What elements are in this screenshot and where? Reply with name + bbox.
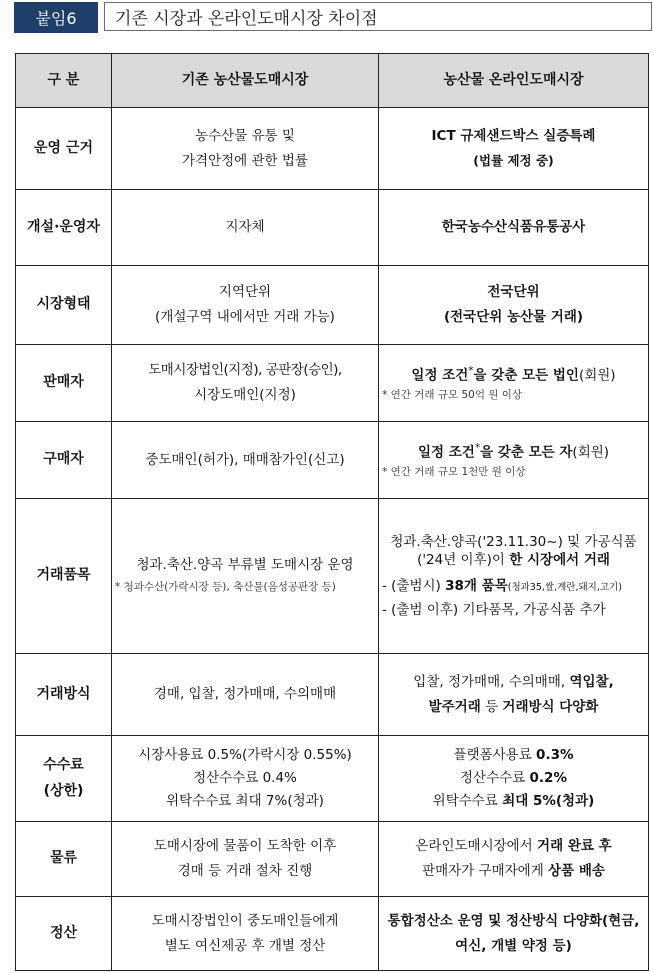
- buyer-online-note: * 연간 거래 규모 1천만 원 이상: [382, 466, 526, 479]
- col-header-online: 농산물 온라인도매시장: [379, 54, 649, 108]
- seller-existing: 도매시장법인(지정), 공판장(승인), 시장도매인(지정): [112, 345, 379, 422]
- basis-online: ICT 규제샌드박스 실증특례 (법률 제정 중): [379, 108, 649, 190]
- table-header-row: [16, 54, 649, 108]
- method-online: 입찰, 정가매매, 수의매매, 역입찰, 발주거래 등 거래방식 다양화: [379, 654, 649, 736]
- items-existing-note: * 청과수산(가락시장 등), 축산물(음성공판장 등): [115, 581, 336, 594]
- table-row-seller: [16, 345, 649, 422]
- basis-existing: 농수산물 유통 및 가격안정에 관한 법률: [112, 108, 379, 190]
- row-label-market-type: 시장형태: [16, 266, 112, 345]
- col-header-existing: 기존 농산물도매시장: [112, 54, 379, 108]
- market-type-existing: 지역단위 (개설구역 내에서만 거래 가능): [112, 266, 379, 345]
- attachment-badge: 붙임6: [14, 2, 98, 33]
- table-row-buyer: [16, 422, 649, 499]
- row-label-seller: 판매자: [16, 345, 112, 422]
- table-row-logistics: [16, 822, 649, 897]
- market-type-online: 전국단위 (전국단위 농산물 거래): [379, 266, 649, 345]
- row-label-basis: 운영 근거: [16, 108, 112, 190]
- row-label-buyer: 구매자: [16, 422, 112, 499]
- table-row-method: [16, 654, 649, 736]
- comparison-table: [15, 53, 649, 971]
- items-online: 청과.축산.양곡('23.11.30~) 및 가공식품('24년 이후)이 한 시장에서 거래 - (출범시) 38개 품목(청과35,쌀,계란,돼지,고기) - (출범 이후) 기타품목, 가공식품 추가: [379, 499, 649, 654]
- buyer-existing: 중도매인(허가), 매매참가인(신고): [112, 422, 379, 499]
- row-label-logistics: 물류: [16, 822, 112, 897]
- title-bar: [14, 2, 653, 33]
- table-row-basis: [16, 108, 649, 190]
- settlement-existing: 도매시장법인이 중도매인들에게 별도 여신제공 후 개별 정산: [112, 897, 379, 971]
- row-label-settlement: 정산: [16, 897, 112, 971]
- fee-online: 플랫폼사용료 0.3% 정산수수료 0.2% 위탁수수료 최대 5%(청과): [379, 736, 649, 822]
- table-row-items: [16, 499, 649, 654]
- page-title: 기존 시장과 온라인도매시장 차이점: [104, 2, 652, 31]
- table-row-market-type: [16, 266, 649, 345]
- logistics-online: 온라인도매시장에서 거래 완료 후 판매자가 구매자에게 상품 배송: [379, 822, 649, 897]
- row-label-fee: 수수료 (상한): [16, 736, 112, 822]
- col-header-category: 구 분: [16, 54, 112, 108]
- method-existing: 경매, 입찰, 정가매매, 수의매매: [112, 654, 379, 736]
- table-row-fee: [16, 736, 649, 822]
- logistics-existing: 도매시장에 물품이 도착한 이후 경매 등 거래 절차 진행: [112, 822, 379, 897]
- row-label-operator: 개설·운영자: [16, 190, 112, 266]
- buyer-online: 일정 조건*을 갖춘 모든 자(회원) * 연간 거래 규모 1천만 원 이상: [379, 422, 649, 499]
- table-row-settlement: [16, 897, 649, 971]
- operator-online: 한국농수산식품유통공사: [379, 190, 649, 266]
- settlement-online: 통합정산소 운영 및 정산방식 다양화(현금, 여신, 개별 약정 등): [379, 897, 649, 971]
- seller-online-note: * 연간 거래 규모 50억 원 이상: [382, 389, 523, 402]
- items-existing: 청과.축산.양곡 부류별 도매시장 운영 * 청과수산(가락시장 등), 축산물(음성공판장 등): [112, 499, 379, 654]
- operator-existing: 지자체: [112, 190, 379, 266]
- fee-existing: 시장사용료 0.5%(가락시장 0.55%) 정산수수료 0.4% 위탁수수료 최대 7%(청과): [112, 736, 379, 822]
- table-row-operator: [16, 190, 649, 266]
- seller-online: 일정 조건*을 갖춘 모든 법인(회원) * 연간 거래 규모 50억 원 이상: [379, 345, 649, 422]
- row-label-items: 거래품목: [16, 499, 112, 654]
- row-label-method: 거래방식: [16, 654, 112, 736]
